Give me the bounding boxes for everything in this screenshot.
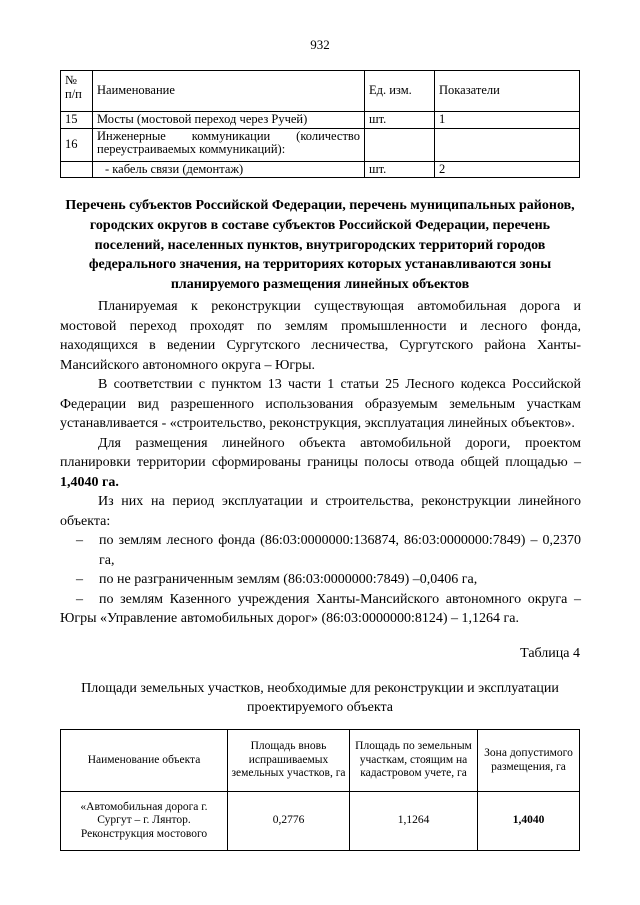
paragraph: Из них на период эксплуатации и строительства, реконструкции линейного объекта: [60,494,581,529]
row-unit: шт. [365,112,435,129]
header-new-area: Площадь вновь испрашиваемых земельных участков, га [228,730,350,792]
cell-new-area: 0,2776 [228,792,350,851]
list-item [60,590,581,629]
row-unit: шт. [365,161,435,178]
list-item-text: по не разграниченным землям (86:03:0000000:7849) –0,0406 га, [99,572,478,587]
header-value: Показатели [435,71,580,112]
table-header-row [61,730,580,792]
table-label: Таблица 4 [520,646,580,661]
land-area-table [60,729,580,851]
row-name: Мосты (мостовой переход через Ручей) [93,112,365,129]
cell-cadastral-area: 1,1264 [350,792,478,851]
table-header-row [61,71,580,112]
paragraph: Планируемая к реконструкции существующая автомобильная дорога и мостовой переход проходят по землям промышленности и лесного фонда, находящихся в ведении Сургутского лесничества, Сургутского района Ханты-Мансийского автономного округа – Югры. [60,299,581,373]
row-name-line2: переустраиваемых коммуникаций): [97,142,286,156]
table-row [61,161,580,178]
list-dash: – [76,533,83,548]
row-value [435,128,580,161]
header-num: № п/п [61,71,93,112]
header-zone: Зона допустимого размещения, га [478,730,580,792]
row-num: 16 [61,128,93,161]
header-name: Наименование [93,71,365,112]
row-num: 15 [61,112,93,129]
paragraph-text: Для размещения линейного объекта автомобильной дороги, проектом планировки территории сформированы границы полосы отвода общей площадью – [60,435,581,470]
paragraph: В соответствии с пунктом 13 части 1 статьи 25 Лесного кодекса Российской Федерации вид разрешенного использования образуемым земельным участкам устанавливается - «строительство, реконструкция, эксплуатация линейных объектов». [60,377,581,431]
list-item [60,531,581,570]
table-row [61,792,580,851]
page-number: 932 [310,37,330,52]
indicators-table [60,70,580,178]
row-value: 2 [435,161,580,178]
row-name [93,128,365,161]
table-row [61,128,580,161]
table-caption: Площади земельных участков, необходимые для реконструкции и эксплуатации проектируемого объекта [81,681,559,715]
cell-object-name: «Автомобильная дорога г. Сургут – г. Лянтор. Реконструкция мостового [61,792,228,851]
body-text [60,297,581,629]
total-area: 1,4040 га. [60,474,119,490]
list-item-text: по землям лесного фонда (86:03:0000000:136874, 86:03:0000000:7849) – 0,2370 га, [99,533,581,568]
list-dash: – [76,591,83,607]
row-name-line1: Инженерные коммуникации (количество [97,128,360,143]
header-unit: Ед. изм. [365,71,435,112]
header-cadastral-area: Площадь по земельным участкам, стоящим на кадастровом учете, га [350,730,478,792]
paragraph [60,434,581,493]
list-dash: – [76,572,83,587]
list-item [60,570,581,590]
list-item-text: по землям Казенного учреждения Ханты-Мансийского автономного округа – Югры «Управление автомобильных дорог» (86:03:0000000:8124) – 1,1264 га. [60,591,581,626]
table-row [61,112,580,129]
section-heading: Перечень субъектов Российской Федерации, перечень муниципальных районов, городских округов в составе субъектов Российской Федерации, перечень поселений, населенных пунктов, внутригородских территорий городов федерального значения, на территориях которых устанавливаются зоны планируемого размещения линейных объектов [65,198,575,293]
cell-zone: 1,4040 [478,792,580,851]
row-value: 1 [435,112,580,129]
row-name: - кабель связи (демонтаж) [93,161,365,178]
row-num [61,161,93,178]
row-unit [365,128,435,161]
header-object-name: Наименование объекта [61,730,228,792]
